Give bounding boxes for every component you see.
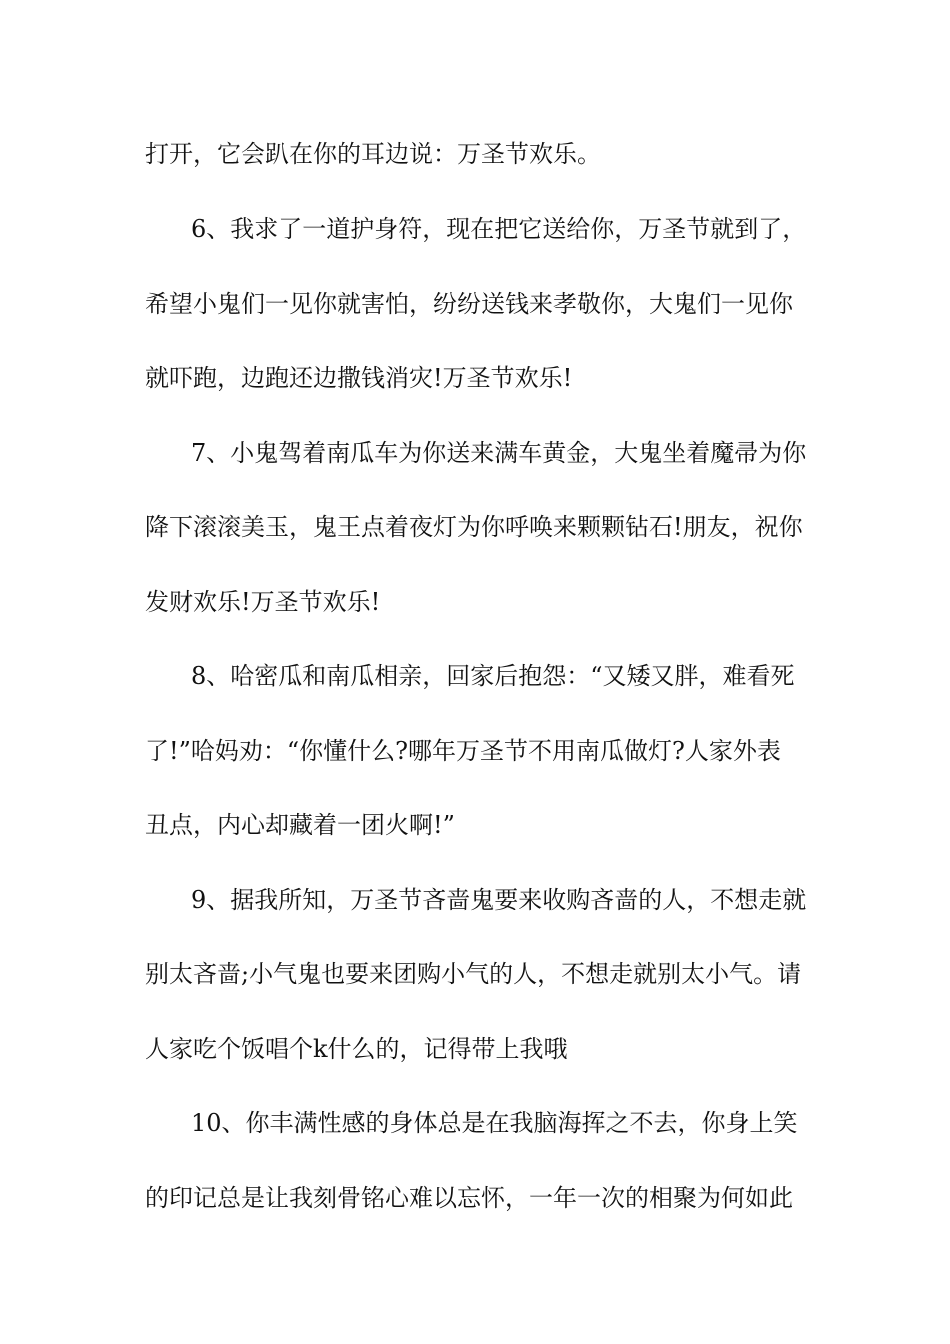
text-line: 降下滚滚美玉，鬼王点着夜灯为你呼唤来颗颗钻石!朋友，祝你 <box>145 513 803 541</box>
text-line: 的印记总是让我刻骨铭心难以忘怀，一年一次的相聚为何如此 <box>145 1184 793 1212</box>
text-line: 打开，它会趴在你的耳边说：万圣节欢乐。 <box>145 140 601 168</box>
text-line: 了!”哈妈劝：“你懂什么?哪年万圣节不用南瓜做灯?人家外表 <box>145 737 781 765</box>
text-line: 就吓跑，边跑还边撒钱消灾!万圣节欢乐! <box>145 364 573 392</box>
text-line: 希望小鬼们一见你就害怕，纷纷送钱来孝敬你，大鬼们一见你 <box>145 290 793 318</box>
text-line: 6、我求了一道护身符，现在把它送给你，万圣节就到了， <box>191 215 807 243</box>
text-line: 8、哈密瓜和南瓜相亲，回家后抱怨：“又矮又胖，难看死 <box>191 662 795 690</box>
text-line: 别太吝啬;小气鬼也要来团购小气的人，不想走就别太小气。请 <box>145 960 802 988</box>
text-line: 丑点，内心却藏着一团火啊!” <box>145 811 455 839</box>
text-line: 9、据我所知，万圣节吝啬鬼要来收购吝啬的人，不想走就 <box>191 886 807 914</box>
text-line: 人家吃个饭唱个k什么的，记得带上我哦 <box>145 1035 568 1063</box>
text-line: 10、你丰满性感的身体总是在我脑海挥之不去，你身上笑 <box>191 1109 798 1137</box>
text-line: 7、小鬼驾着南瓜车为你送来满车黄金，大鬼坐着魔帚为你 <box>191 439 807 467</box>
text-line: 发财欢乐!万圣节欢乐! <box>145 588 381 616</box>
